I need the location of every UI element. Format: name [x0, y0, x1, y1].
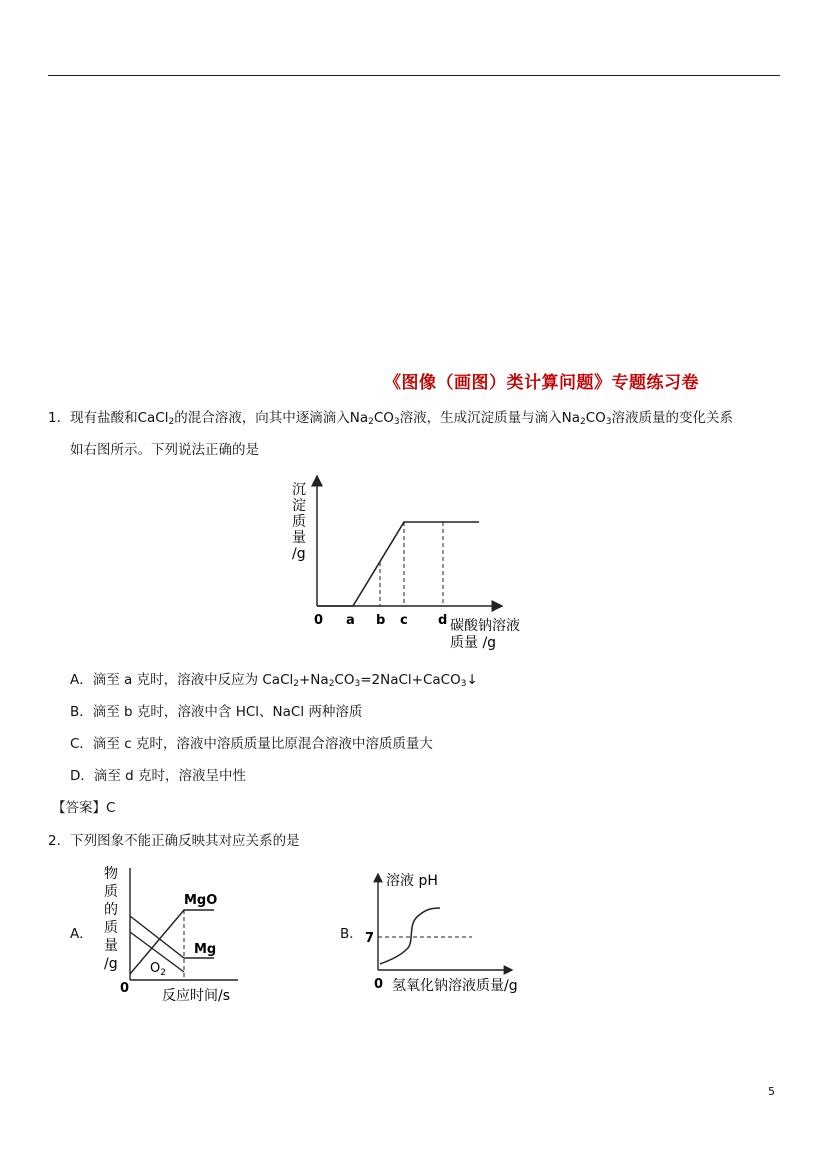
header-rule — [48, 75, 780, 76]
q1-stem-text: 溶液，生成沉淀质量与滴入 — [399, 410, 562, 426]
y-label-char: /g — [292, 546, 306, 562]
y-label: 溶液 pH — [386, 873, 438, 889]
x-label-line2: 质量 /g — [450, 635, 497, 651]
label-mg: Mg — [194, 942, 217, 957]
origin-label: 0 — [374, 977, 384, 992]
answer-value: C — [106, 800, 116, 816]
label-o2 — [150, 961, 166, 978]
subscript: 2 — [580, 417, 586, 427]
option-text: A．滴至 a 克时，溶液中反应为 CaCl — [70, 672, 294, 688]
o2-subscript: 2 — [160, 968, 166, 978]
option-text: =2NaCl+CaCO — [360, 672, 461, 688]
y-label-char: 淀 — [292, 498, 306, 514]
subscript: 2 — [293, 679, 299, 689]
formula-text: Na — [349, 410, 369, 426]
subscript: 3 — [605, 417, 612, 427]
y-label-char: 量 — [292, 530, 306, 546]
q1-stem-text: 的混合溶液，向其中逐滴滴入 — [174, 410, 350, 426]
q2-stem: 2．下列图象不能正确反映其对应关系的是 — [48, 833, 300, 849]
origin-label: 0 — [314, 613, 324, 628]
y-label-char: 物 — [104, 866, 118, 882]
y-label-char: 质 — [292, 514, 306, 530]
q1-stem-line1 — [48, 408, 733, 432]
page-title: 《图像（画图）类计算问题》专题练习卷 — [384, 373, 699, 393]
x-label: 氢氧化钠溶液质量/g — [392, 978, 518, 994]
y-label-char: 质 — [104, 920, 118, 936]
option-text: +Na — [299, 672, 329, 688]
formula-text: CaCl — [137, 410, 169, 426]
label-mgo: MgO — [184, 893, 218, 908]
q1-option-d: D．滴至 d 克时，溶液呈中性 — [70, 768, 247, 784]
subscript: 2 — [328, 679, 335, 689]
q1-precipitate-graph — [280, 472, 540, 652]
y-label-char: 量 — [104, 938, 118, 954]
tick-d: d — [438, 613, 448, 628]
y-label-char: 质 — [104, 884, 118, 900]
q2-option-b-label: B． — [340, 926, 363, 942]
tick-7: 7 — [365, 931, 375, 946]
origin-label: 0 — [120, 981, 130, 996]
q2-option-a-label: A． — [70, 926, 93, 942]
answer-label: 【答案】 — [52, 800, 106, 816]
precipitate-curve — [317, 522, 479, 606]
tick-c: c — [400, 613, 408, 628]
subscript: 3 — [354, 679, 361, 689]
q2-fig-b-graph — [362, 864, 532, 996]
subscript: 3 — [393, 417, 400, 427]
tick-b: b — [376, 613, 386, 628]
q2-fig-a-graph — [98, 862, 258, 1008]
option-text: CO — [334, 672, 355, 688]
formula-text: CO — [373, 410, 394, 426]
q1-stem-text: 溶液质量的变化关系 — [611, 410, 734, 426]
q1-option-a — [70, 670, 478, 694]
subscript: 2 — [168, 417, 175, 427]
q1-stem-line2: 如右图所示。下列说法正确的是 — [70, 442, 259, 458]
y-label-char: 沉 — [292, 482, 306, 498]
subscript: 2 — [368, 417, 374, 427]
formula-text: CO — [585, 410, 606, 426]
q1-answer — [52, 798, 115, 818]
ph-curve — [380, 908, 440, 964]
tick-a: a — [346, 613, 355, 628]
precipitate-arrow: ↓ — [466, 672, 478, 688]
page-number: 5 — [768, 1085, 775, 1098]
x-label: 反应时间/s — [162, 988, 231, 1004]
x-label-line1: 碳酸钠溶液 — [450, 618, 520, 634]
o2-main: O — [150, 961, 161, 976]
y-label-char: 的 — [104, 902, 118, 918]
y-label-char: /g — [104, 956, 118, 972]
q1-option-c: C．滴至 c 克时，溶液中溶质质量比原混合溶液中溶质质量大 — [70, 736, 433, 752]
q1-option-b: B．滴至 b 克时，溶液中含 HCl、NaCl 两种溶质 — [70, 704, 363, 720]
formula-text: Na — [561, 410, 580, 426]
q1-stem-text: 1．现有盐酸和 — [48, 410, 138, 426]
subscript: 3 — [460, 679, 467, 689]
